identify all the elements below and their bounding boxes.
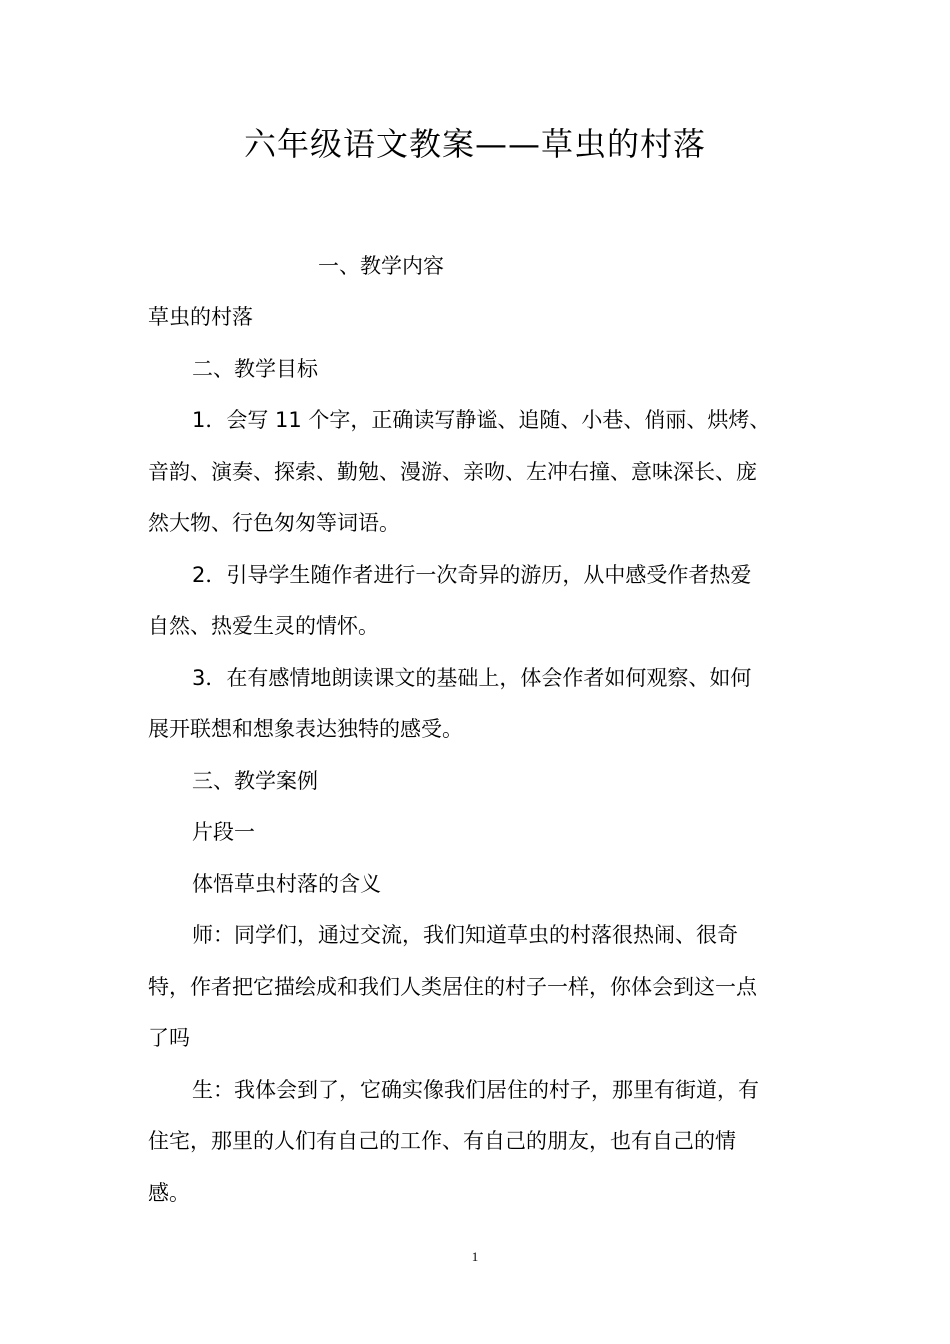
page-number: 1	[471, 1249, 479, 1264]
goal-1-line-2: 音韵、演奏、探索、勤勉、漫游、亲吻、左冲右撞、意味深长、庞	[148, 459, 757, 484]
student-line-2: 住宅，那里的人们有自己的工作、有自己的朋友，也有自己的情	[148, 1129, 736, 1153]
student-line-1: 生：我体会到了，它确实像我们居住的村子，那里有街道，有	[192, 1077, 759, 1102]
goal-2-line-2: 自然、热爱生灵的情怀。	[148, 614, 379, 638]
goal-1-line-1: 1．会写 11 个字，正确读写静谧、追随、小巷、俏丽、烘烤、	[192, 408, 771, 432]
section-heading-teaching-case: 三、教学案例	[192, 768, 318, 793]
goal-3-line-2: 展开联想和想象表达独特的感受。	[148, 717, 463, 741]
document-title: 六年级语文教案——草虫的村落	[243, 125, 706, 163]
teacher-line-1: 师：同学们，通过交流，我们知道草虫的村落很热闹、很奇	[192, 923, 738, 947]
teacher-line-3: 了吗	[148, 1026, 190, 1050]
section-heading-teaching-goals: 二、教学目标	[192, 356, 318, 381]
section-heading-teaching-content: 一、教学内容	[318, 254, 444, 278]
teacher-line-2: 特，作者把它描绘成和我们人类居住的村子一样，你体会到这一点	[148, 974, 757, 999]
goal-2-line-1: 2．引导学生随作者进行一次奇异的游历，从中感受作者热爱	[192, 562, 752, 587]
goal-1-line-3: 然大物、行色匆匆等词语。	[148, 511, 400, 535]
content-text: 草虫的村落	[148, 305, 253, 329]
fragment-title: 体悟草虫村落的含义	[192, 871, 381, 896]
goal-3-line-1: 3．在有感情地朗读课文的基础上，体会作者如何观察、如何	[192, 665, 752, 690]
student-line-3: 感。	[148, 1180, 190, 1205]
body-text-block	[148, 292, 808, 1219]
fragment-label: 片段一	[192, 820, 255, 844]
